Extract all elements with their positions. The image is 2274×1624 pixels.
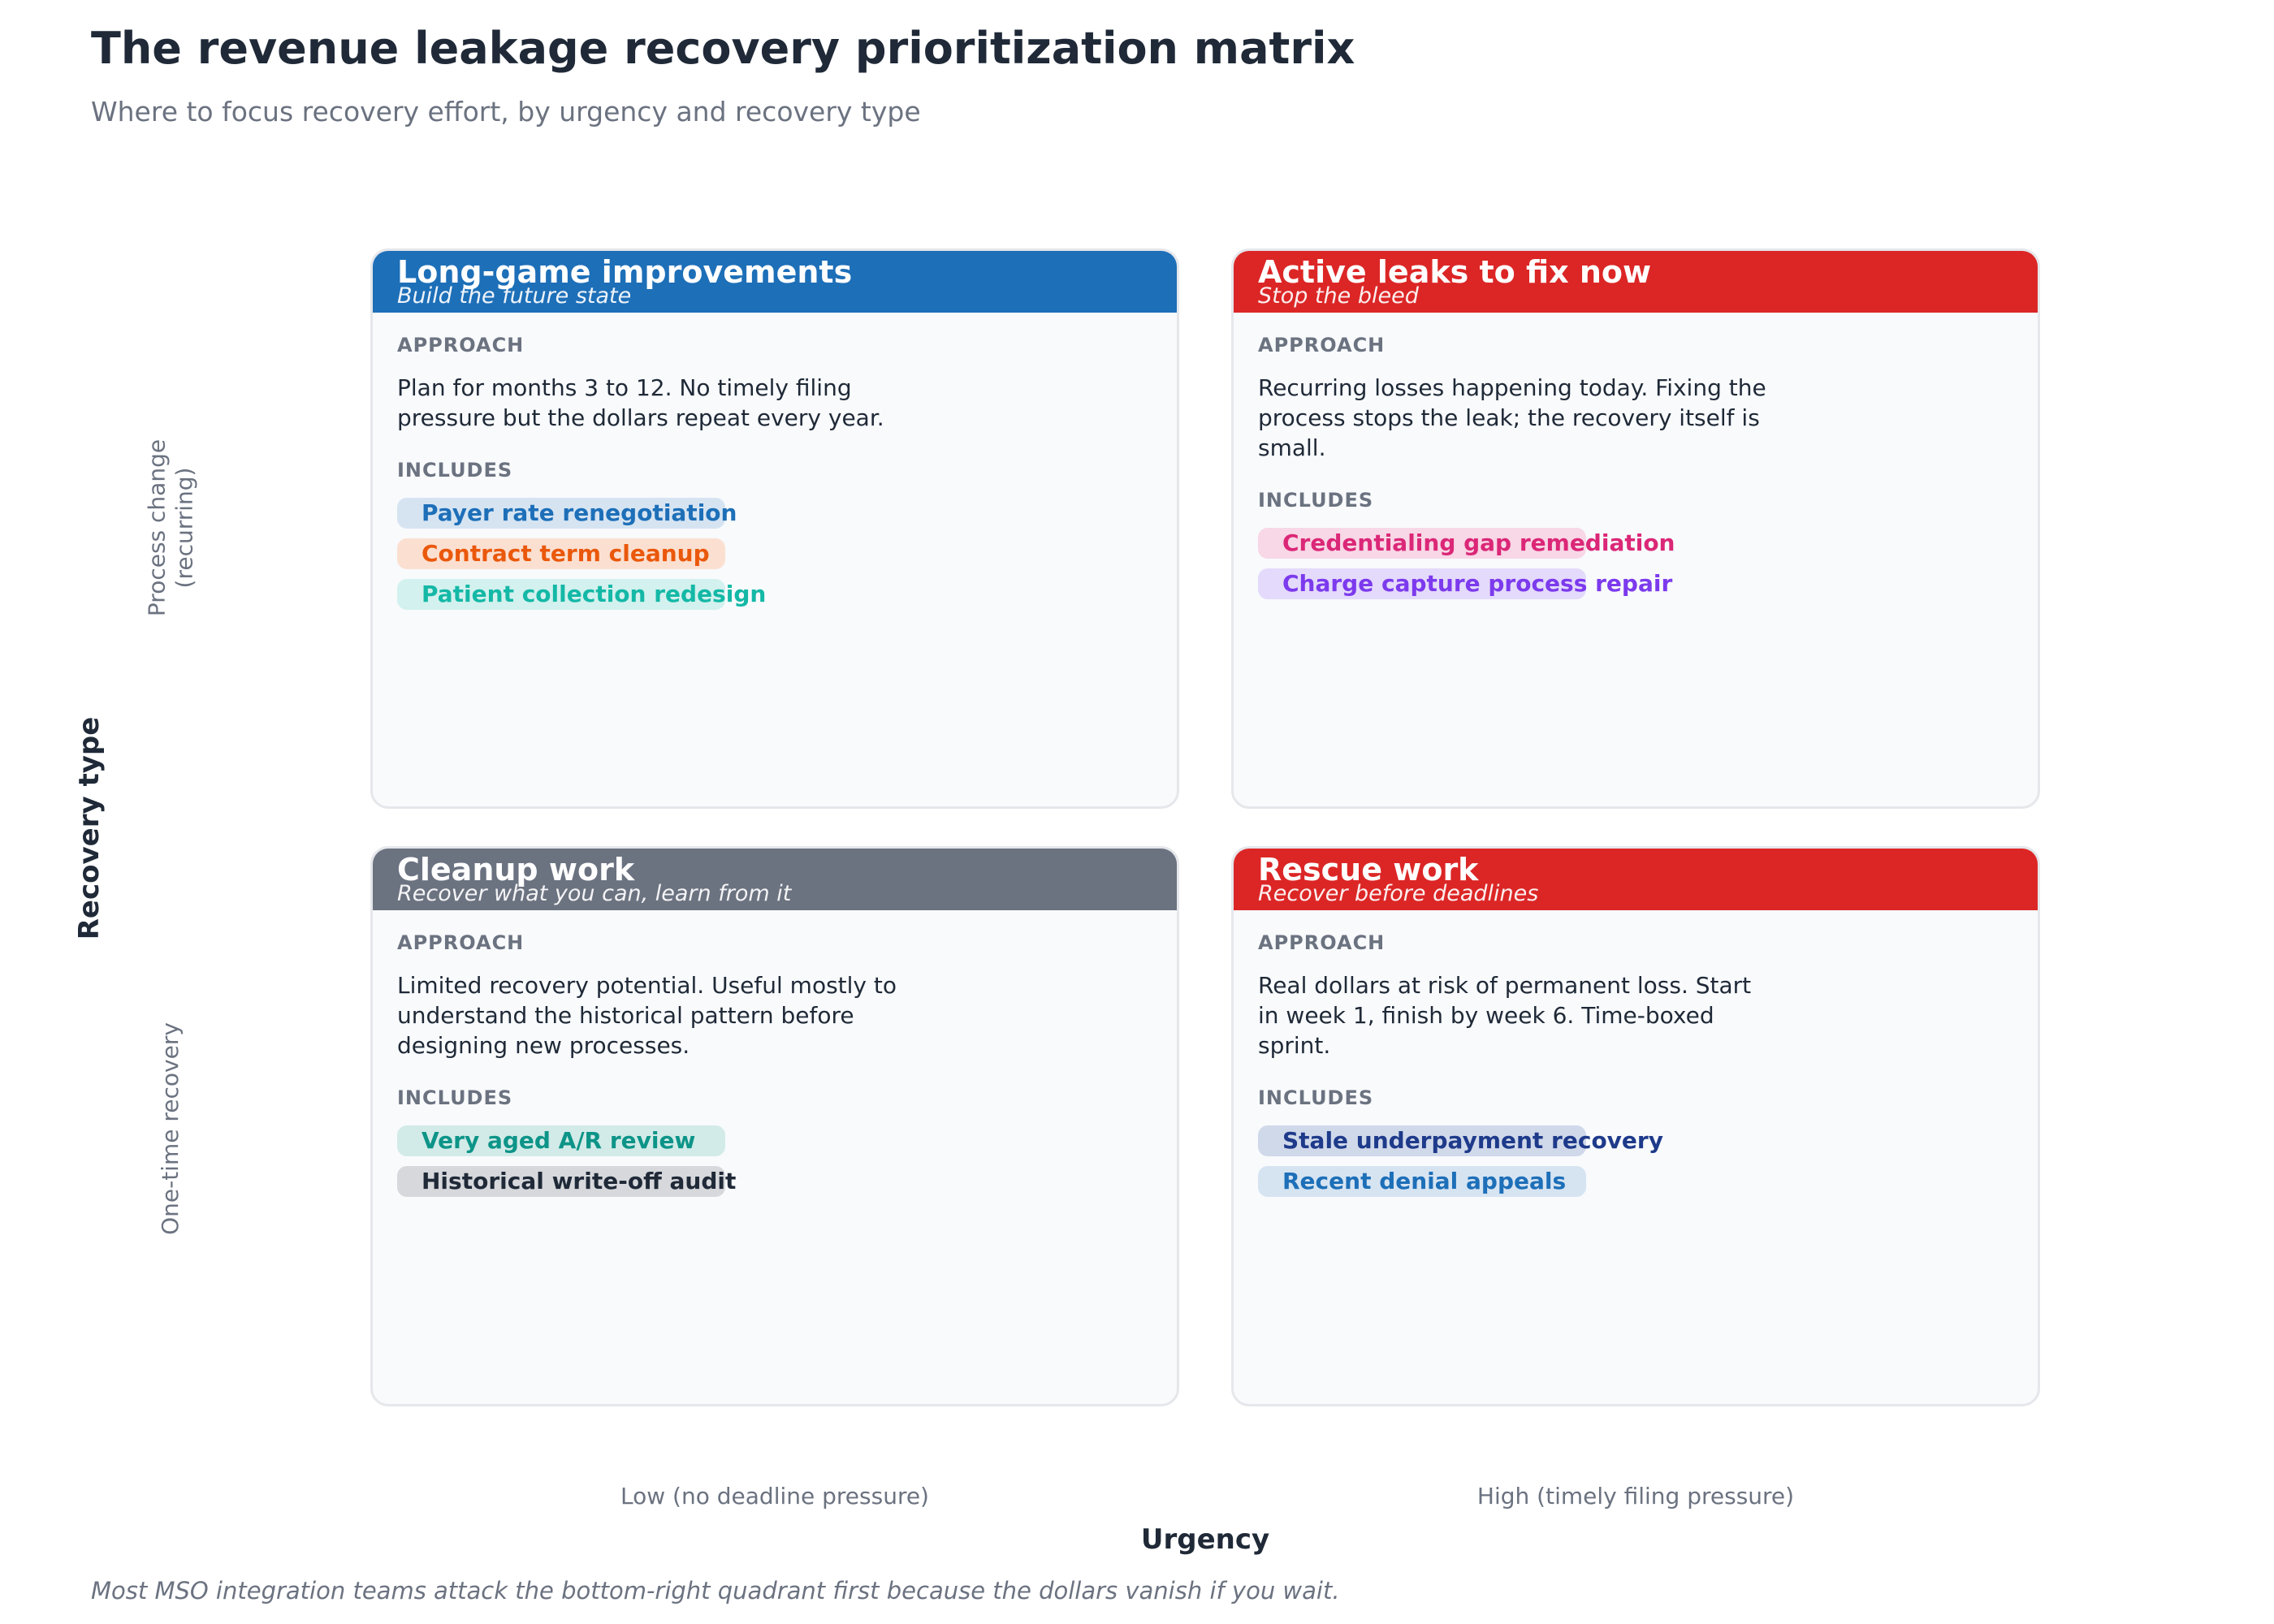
quadrant-body <box>1234 313 2038 599</box>
x-axis-title: Urgency <box>1140 1523 1270 1556</box>
includes-list <box>397 1125 1152 1197</box>
include-chip <box>397 1125 725 1156</box>
include-chip-label: Stale underpayment recovery <box>1282 1127 1663 1154</box>
y-axis-title: Recovery type <box>73 716 106 940</box>
approach-text: Real dollars at risk of permanent loss. Start in week 1, finish by week 6. Time-boxed sprint. <box>1258 972 1752 1059</box>
includes-list <box>1258 1125 2013 1197</box>
quadrant-body <box>373 313 1177 610</box>
include-chip-label: Historical write-off audit <box>422 1168 737 1194</box>
approach-text: Recurring losses happening today. Fixing the process stops the leak; the recovery itself is small. <box>1258 374 1766 461</box>
quadrant-subtitle: Build the future state <box>397 283 632 309</box>
page-subtitle: Where to focus recovery effort, by urgency and recovery type <box>91 96 921 127</box>
include-chip-label: Patient collection redesign <box>422 581 767 607</box>
quadrant-title: Rescue work <box>1258 852 1479 888</box>
y-axis-label-line: Process change <box>143 438 171 617</box>
approach-text: Limited recovery potential. Useful mostly to understand the historical pattern before designing new processes. <box>397 972 897 1059</box>
includes-label: INCLUDES <box>397 459 513 482</box>
quadrant-subtitle: Recover before deadlines <box>1258 881 1539 906</box>
quadrant-subtitle: Stop the bleed <box>1258 283 1419 309</box>
page-title: The revenue leakage recovery prioritization matrix <box>91 23 1355 74</box>
quadrant-cleanup-work <box>370 846 1179 1406</box>
quadrant-header <box>373 251 1177 313</box>
include-chip-label: Charge capture process repair <box>1282 570 1673 597</box>
includes-label: INCLUDES <box>1258 489 1374 512</box>
quadrant-title: Active leaks to fix now <box>1258 254 1652 290</box>
include-chip-label: Contract term cleanup <box>422 540 710 567</box>
quadrant-body <box>373 910 1177 1197</box>
include-chip-label: Recent denial appeals <box>1282 1168 1567 1194</box>
includes-list <box>1258 528 2013 599</box>
includes-list <box>397 498 1152 610</box>
approach-label: APPROACH <box>397 931 525 954</box>
approach-text: Plan for months 3 to 12. No timely filing pressure but the dollars repeat every year. <box>397 374 884 431</box>
includes-label: INCLUDES <box>1258 1086 1374 1109</box>
include-chip <box>397 579 767 610</box>
includes-label: INCLUDES <box>397 1086 513 1109</box>
x-axis-label-low: Low (no deadline pressure) <box>620 1483 929 1510</box>
quadrant-rescue-work <box>1231 846 2040 1406</box>
include-chip <box>1258 568 1673 599</box>
y-axis-label-line: (recurring) <box>171 467 197 589</box>
quadrant-body <box>1234 910 2038 1197</box>
y-axis-label-process-change <box>143 439 197 616</box>
include-chip <box>1258 1166 1586 1197</box>
quadrant-title: Cleanup work <box>397 852 635 888</box>
include-chip <box>397 498 737 529</box>
quadrant-long-game-improvements <box>370 248 1179 809</box>
footnote: Most MSO integration teams attack the bottom-right quadrant first because the dollars vanish if you wait. <box>91 1577 1340 1605</box>
approach-label: APPROACH <box>1258 334 1386 356</box>
y-axis-label-one-time: One-time recovery <box>157 1022 184 1235</box>
quadrant-title: Long-game improvements <box>397 254 853 290</box>
quadrant-active-leaks <box>1231 248 2040 809</box>
quadrant-header <box>1234 251 2038 313</box>
quadrant-header <box>1234 849 2038 910</box>
include-chip-label: Credentialing gap remediation <box>1282 529 1675 556</box>
include-chip <box>1258 528 1675 559</box>
include-chip-label: Payer rate renegotiation <box>422 499 737 526</box>
include-chip-label: Very aged A/R review <box>422 1127 696 1154</box>
approach-label: APPROACH <box>397 334 525 356</box>
quadrant-subtitle: Recover what you can, learn from it <box>397 881 792 906</box>
quadrant-header <box>373 849 1177 910</box>
approach-label: APPROACH <box>1258 931 1386 954</box>
include-chip <box>1258 1125 1663 1156</box>
include-chip <box>397 538 725 569</box>
include-chip <box>397 1166 737 1197</box>
x-axis-label-high: High (timely filing pressure) <box>1476 1483 1795 1510</box>
